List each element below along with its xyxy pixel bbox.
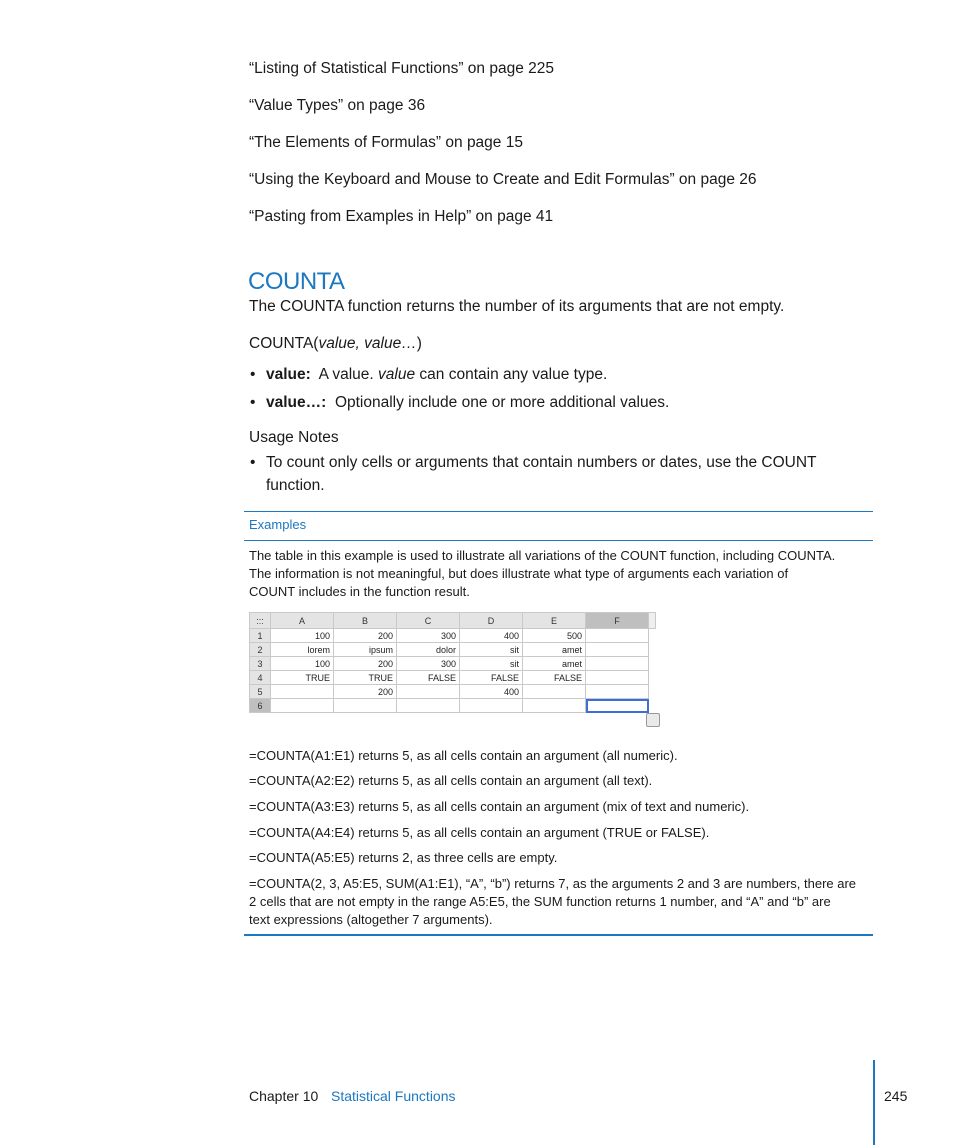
table-cell: amet	[523, 643, 586, 657]
usage-notes-title: Usage Notes	[249, 429, 339, 446]
table-cell: TRUE	[271, 671, 334, 685]
result-line: =COUNTA(A5:E5) returns 2, as three cells are empty.	[249, 850, 558, 865]
bullet: •	[250, 394, 256, 411]
usage-note-line: To count only cells or arguments that contain numbers or dates, use the COUNT	[266, 454, 817, 471]
final-line: text expressions (altogether 7 arguments).	[249, 912, 493, 927]
examples-title: Examples	[249, 517, 307, 532]
arg-text: can contain any value type.	[415, 366, 608, 383]
table-cell	[586, 643, 649, 657]
table-cell: amet	[523, 657, 586, 671]
table-cell	[271, 699, 334, 713]
table-row	[250, 629, 656, 643]
table-cell: sit	[460, 657, 523, 671]
examples-bottom-rule	[244, 934, 873, 936]
intro-line: COUNT includes in the function result.	[249, 584, 470, 599]
column-header: B	[334, 613, 397, 629]
row-header: 4	[250, 671, 271, 685]
intro-line: The information is not meaningful, but does illustrate what type of arguments each variation of	[249, 566, 789, 581]
row-header: 6	[250, 699, 271, 713]
table-cell: 400	[460, 629, 523, 643]
table-cell	[397, 685, 460, 699]
table-row	[250, 643, 656, 657]
arg-text-em: value	[378, 366, 416, 383]
result-line: =COUNTA(A4:E4) returns 5, as all cells contain an argument (TRUE or FALSE).	[249, 825, 710, 840]
table-cell: dolor	[397, 643, 460, 657]
table-cell: 300	[397, 657, 460, 671]
arg-name: value:	[266, 366, 311, 383]
crossref-link[interactable]: “Pasting from Examples in Help” on page 41	[249, 208, 554, 225]
usage-note-line: function.	[266, 477, 325, 494]
row-header: 1	[250, 629, 271, 643]
table-cell	[586, 671, 649, 685]
final-line: 2 cells that are not empty in the range A5:E5, the SUM function returns 1 number, and “A” and “b” are	[249, 894, 831, 909]
table-cell: 200	[334, 685, 397, 699]
table-cell	[271, 685, 334, 699]
selected-cell	[586, 699, 649, 713]
column-resize-handle	[649, 613, 656, 629]
examples-title-rule	[244, 540, 873, 541]
table-cell	[523, 699, 586, 713]
page-number: 245	[884, 1088, 908, 1104]
table-row	[250, 685, 656, 699]
table-cell: 500	[523, 629, 586, 643]
crossref-link[interactable]: “Using the Keyboard and Mouse to Create and Edit Formulas” on page 26	[249, 171, 757, 188]
table-cell: FALSE	[460, 671, 523, 685]
table-cell: 200	[334, 629, 397, 643]
table-row	[250, 699, 656, 713]
table-cell: FALSE	[523, 671, 586, 685]
final-line: =COUNTA(2, 3, A5:E5, SUM(A1:E1), “A”, “b”) returns 7, as the arguments 2 and 3 are numbers, there are	[249, 876, 857, 891]
table-cell	[586, 685, 649, 699]
syntax-name: COUNTA	[249, 335, 314, 352]
arg-text: Optionally include one or more additional values.	[334, 394, 670, 411]
crossref-link[interactable]: “Value Types” on page 36	[249, 97, 426, 114]
table-cell: sit	[460, 643, 523, 657]
table-cell	[586, 657, 649, 671]
final-example	[249, 875, 856, 929]
column-header: A	[271, 613, 334, 629]
result-line: =COUNTA(A3:E3) returns 5, as all cells contain an argument (mix of text and numeric).	[249, 799, 750, 814]
arg-text: A value.	[318, 366, 379, 383]
table-cell: 400	[460, 685, 523, 699]
arg-item	[266, 366, 607, 384]
table-cell	[334, 699, 397, 713]
table-cell: ipsum	[334, 643, 397, 657]
crossref-link[interactable]: “Listing of Statistical Functions” on page 225	[249, 60, 555, 77]
table-corner: :::	[250, 613, 271, 629]
result-line: =COUNTA(A2:E2) returns 5, as all cells contain an argument (all text).	[249, 773, 653, 788]
resize-handle-icon	[646, 713, 660, 727]
examples-top-rule	[244, 511, 873, 512]
syntax-args: value, value…	[318, 335, 417, 352]
table-row	[250, 657, 656, 671]
table-cell	[523, 685, 586, 699]
column-header: D	[460, 613, 523, 629]
table-cell: 100	[271, 657, 334, 671]
column-header: C	[397, 613, 460, 629]
table-cell: 100	[271, 629, 334, 643]
column-header: E	[523, 613, 586, 629]
row-header: 2	[250, 643, 271, 657]
row-header: 3	[250, 657, 271, 671]
examples-intro	[249, 547, 835, 601]
arg-item	[266, 394, 669, 412]
table-cell	[397, 699, 460, 713]
bullet: •	[250, 454, 256, 471]
table-cell: lorem	[271, 643, 334, 657]
arg-name: value…:	[266, 394, 327, 411]
column-header: F	[586, 613, 649, 629]
table-cell	[586, 629, 649, 643]
syntax-open-paren: (	[313, 335, 319, 352]
function-syntax	[249, 335, 422, 353]
row-header: 5	[250, 685, 271, 699]
result-line: =COUNTA(A1:E1) returns 5, as all cells contain an argument (all numeric).	[249, 748, 678, 763]
table-cell: TRUE	[334, 671, 397, 685]
table-cell: 300	[397, 629, 460, 643]
table-cell	[460, 699, 523, 713]
footer-chapter: Chapter 10	[249, 1088, 319, 1104]
section-title: COUNTA	[248, 268, 345, 295]
intro-line: The table in this example is used to illustrate all variations of the COUNT function, including COUNTA.	[249, 548, 836, 563]
example-spreadsheet	[249, 612, 656, 713]
section-description: The COUNTA function returns the number of its arguments that are not empty.	[249, 298, 785, 315]
bullet: •	[250, 366, 256, 383]
crossref-link[interactable]: “The Elements of Formulas” on page 15	[249, 134, 523, 151]
syntax-close-paren: )	[416, 335, 422, 352]
footer-divider	[873, 1060, 875, 1145]
footer-section-link[interactable]: Statistical Functions	[331, 1088, 456, 1104]
table-row	[250, 671, 656, 685]
table-cell: 200	[334, 657, 397, 671]
table-cell: FALSE	[397, 671, 460, 685]
